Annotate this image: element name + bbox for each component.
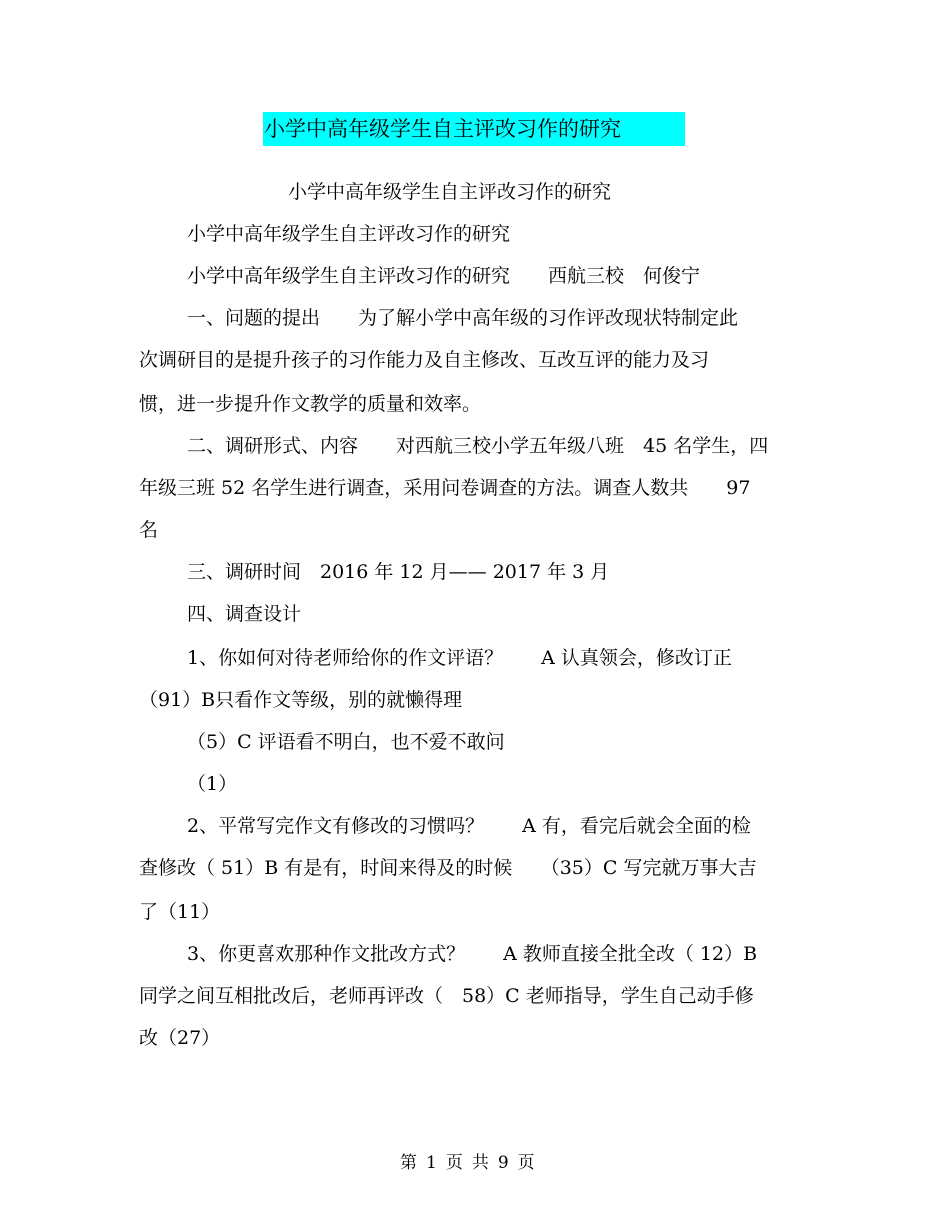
section-heading-2: 二、调研形式、内容 对西航三校小学五年级八班 45 名学生，四 [187, 435, 769, 457]
section-heading-1: 一、问题的提出 为了解小学中高年级的习作评改现状特制定此 [187, 307, 739, 329]
footer-total-pages: 9 [497, 1153, 509, 1173]
question-2-options: 了（11） [139, 901, 221, 923]
footer-total-prefix: 共 [471, 1153, 489, 1173]
body-line: 惯，进一步提升作文教学的质量和效率。 [139, 393, 482, 415]
section-heading-3: 三、调研时间 2016 年 12 月—— 2017 年 3 月 [187, 561, 610, 583]
question-1-options: （91）B只看作文等级，别的就懒得理 [139, 689, 463, 711]
question-3: 3、你更喜欢那种作文批改方式？ A 教师直接全批全改（ 12）B [187, 943, 758, 965]
question-3-options: 同学之间互相批改后，老师再评改（ 58）C 老师指导，学生自己动手修 [139, 985, 754, 1007]
body-line: 年级三班 52 名学生进行调查，采用问卷调查的方法。调查人数共 97 [139, 477, 751, 499]
question-1: 1、你如何对待老师给你的作文评语？ A 认真领会，修改订正 [187, 647, 732, 669]
body-line: 小学中高年级学生自主评改习作的研究 [187, 223, 511, 245]
footer-prefix: 第 [400, 1153, 417, 1173]
question-1-options: （5）C 评语看不明白，也不爱不敢问 [187, 731, 505, 753]
body-line: 次调研目的是提升孩子的习作能力及自主修改、互改互评的能力及习 [139, 349, 710, 371]
question-3-options: 改（27） [139, 1027, 221, 1049]
section-heading-4: 四、调查设计 [187, 603, 302, 625]
question-2: 2、平常写完作文有修改的习惯吗？ A 有，看完后就会全面的检 [187, 815, 751, 837]
subtitle-line: 小学中高年级学生自主评改习作的研究 [288, 181, 612, 203]
title-banner: 小学中高年级学生自主评改习作的研究 [263, 112, 685, 146]
footer-page-number: 1 [426, 1153, 437, 1173]
body-line: 名 [139, 519, 159, 541]
footer-total-unit: 页 [517, 1153, 535, 1173]
question-1-options: （1） [187, 773, 238, 795]
page-footer [400, 1152, 544, 1174]
question-2-options: 查修改（ 51）B 有是有，时间来得及的时候 （35）C 写完就万事大吉 [139, 857, 757, 879]
author-line: 小学中高年级学生自主评改习作的研究 西航三校 何俊宁 [187, 265, 701, 287]
footer-page-unit: 页 [445, 1153, 463, 1173]
